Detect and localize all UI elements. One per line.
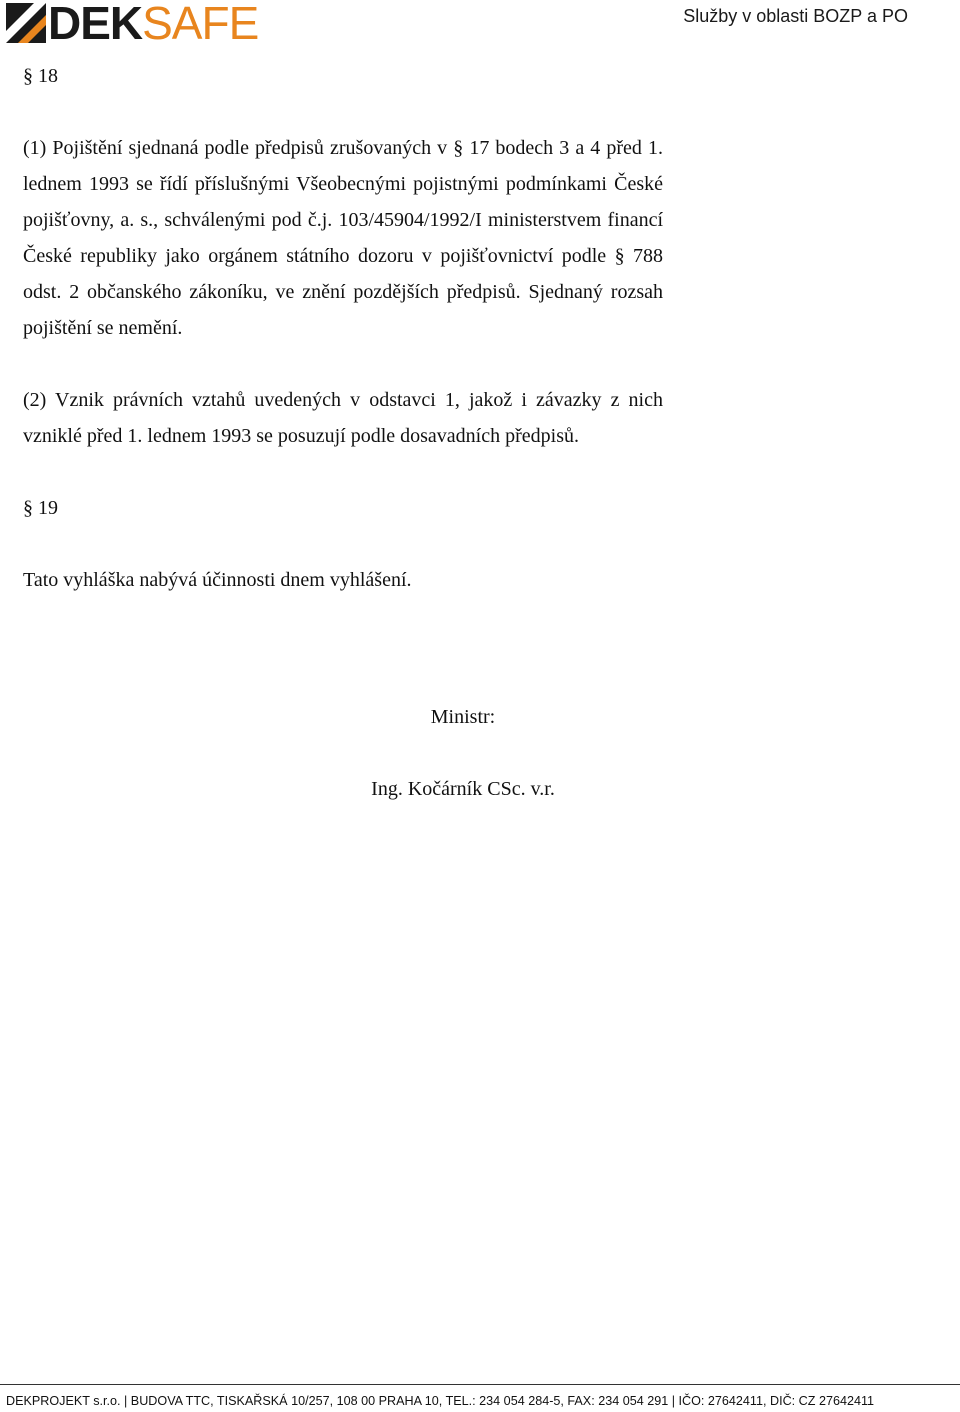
section-19-mark: § 19 xyxy=(23,497,58,519)
section-18-mark: § 18 xyxy=(23,65,58,87)
section-18-paragraph-1: (1) Pojištění sjednaná podle předpisů zrušovaných v § 17 bodech 3 a 4 před 1. lednem 1993 se řídí příslušnými Všeobecnými pojistnými podmínkami České pojišťovny, a. s., schválenými pod č.j. 103/45904/1992/I ministerstvem financí České republiky jako orgánem státního dozoru v pojišťovnictví podle § 788 odst. 2 občanského zákoníku, ve znění pozdějších předpisů. Sjednaný rozsah pojištění se nemění. xyxy=(23,137,663,339)
section-19-paragraph-1: Tato vyhláška nabývá účinnosti dnem vyhlášení. xyxy=(23,569,412,591)
section-18-paragraph-2: (2) Vznik právních vztahů uvedených v odstavci 1, jakož i závazky z nich vzniklé před 1. lednem 1993 se posuzují podle dosavadních předpisů. xyxy=(23,389,663,447)
spacer xyxy=(23,94,663,130)
page-header xyxy=(0,0,960,50)
spacer xyxy=(23,346,663,382)
document-body xyxy=(23,58,663,598)
page-footer: DEKPROJEKT s.r.o. | BUDOVA TTC, TISKAŘSKÁ 10/257, 108 00 PRAHA 10, TEL.: 234 054 284-5, FAX: 234 054 291 | IČO: 27642411, DIČ: CZ 27642411 xyxy=(6,1394,875,1408)
footer-divider xyxy=(0,1384,960,1385)
logo-dek-text: DEK xyxy=(48,0,143,49)
header-tagline: Služby v oblasti BOZP a PO xyxy=(683,6,908,26)
spacer xyxy=(23,526,663,562)
spacer xyxy=(23,454,663,490)
signature-name: Ing. Kočárník CSc. v.r. xyxy=(371,778,555,800)
signature-label: Ministr: xyxy=(430,706,496,728)
logo-diagonal-mark-icon xyxy=(6,3,46,43)
dekSAFE-logo xyxy=(6,0,259,49)
logo-safe-text: SAFE xyxy=(142,0,259,49)
